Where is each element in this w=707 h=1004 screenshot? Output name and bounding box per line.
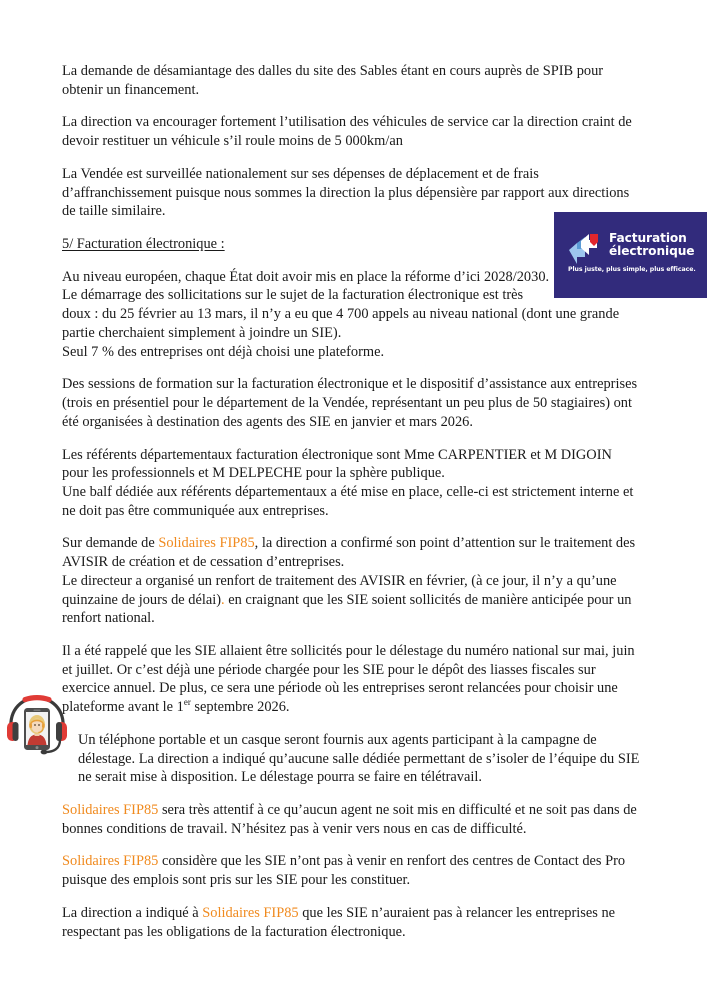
org-solidaires-fip85: Solidaires FIP85: [202, 904, 299, 921]
line-seul-7-pourcent: Seul 7 % des entreprises ont déjà choisi une plateforme.: [62, 343, 385, 360]
org-solidaires-fip85: Solidaires FIP85: [158, 535, 255, 552]
document-body: [62, 62, 640, 955]
logo-content: [568, 232, 694, 266]
line-reforme-2028: Au niveau européen, chaque État doit avoir mis en place la réforme d’ici 2028/2030.: [62, 268, 550, 285]
paragraph-referents-departementaux: [62, 446, 640, 521]
text-direction-indique: La direction a indiqué à: [62, 904, 203, 921]
paragraph-delestage-numero-national: [62, 642, 640, 717]
paragraph-desamiantage: La demande de désamiantage des dalles du site des Sables étant en cours auprès de SPIB pour obtenir un financement.: [62, 63, 604, 98]
line-referents-noms: Les référents départementaux facturation électronique sont Mme CARPENTIER et M DIGOIN: [62, 446, 612, 463]
paragraph-solidaires-considere: [62, 852, 640, 889]
orange-period-mark: .: [221, 591, 225, 608]
ordinal-suffix-er: er: [183, 697, 191, 708]
org-solidaires-fip85: Solidaires FIP85: [62, 802, 159, 818]
logo-title-line1: Facturation: [609, 231, 687, 245]
paragraph-telephone-casque: Un téléphone portable et un casque seront fournis aux agents participant à la campagne de délestage. La direction a indiqué qu’aucune salle dédiée permettant de s’isoler de l’équipe du SIE ne serait mise à disposition. Le délestage pourra se faire en télétravail.: [78, 731, 640, 786]
line-appels-national: doux : du 25 février au 13 mars, il n’y a eu que 4 700 appels au niveau national (dont une grande partie cherchaient simplement à joindre un SIE).: [62, 306, 620, 341]
text-considere-suite: considère que les SIE n’ont pas à venir en renfort des centres de Contact des Pro puisque des emplois sont pris sur les SIE pour les constituer.: [62, 853, 626, 889]
text-obligations-suite: que les SIE n’auraient pas à relancer les entreprises ne respectant pas les obligations de la facturation électronique.: [62, 904, 616, 940]
logo-wordmark: [609, 232, 694, 258]
paragraph-solidaires-attentif: [62, 801, 640, 838]
line-renfort-national: en craignant que les SIE soient sollicités de manière anticipée pour un renfort national.: [62, 591, 632, 627]
logo-title-line2: électronique: [609, 243, 695, 258]
line-renfort-avisir: Le directeur a organisé un renfort de traitement des AVISIR en février, (à ce jour, il n’y a qu’une quinzaine de jours de délai): [62, 572, 617, 608]
paragraph-vendee-depenses: La Vendée est surveillée nationalement sur ses dépenses de déplacement et de frais d’affranchissement puisque nous sommes la direction la plus dépensière par rapport aux directions de taille similaire.: [62, 165, 630, 220]
paragraph-avisir: [62, 534, 640, 628]
paragraph-sessions-formation: Des sessions de formation sur la facturation électronique et le dispositif d’assistance aux entreprises (trois en présentiel pour le département de la Vendée, représentant un peu plus de 50 stagiaires) ont été organisées à destination des agents des SIE en janvier et mars 2026.: [62, 376, 638, 430]
text-avisir-suite: , la direction a confirmé son point d’attention sur le traitement des AVISIR de création et de cessation d’entreprises.: [62, 535, 636, 571]
text-septembre-2026: septembre 2026.: [190, 699, 290, 716]
facturation-electronique-logo: [554, 212, 707, 298]
line-demarrage-sollicitations: Le démarrage des sollicitations sur le sujet de la facturation électronique est très: [62, 287, 524, 304]
facturation-arrow-mark-icon: [568, 233, 602, 266]
line-balf-dediee: Une balf dédiée aux référents départementaux a été mise en place, celle-ci est strictement interne et ne doit pas être communiquée aux entreprises.: [62, 483, 634, 519]
logo-tagline: Plus juste, plus simple, plus efficace.: [568, 266, 696, 273]
text-attentif-suite: sera très attentif à ce qu’aucun agent ne soit mis en difficulté et ne soit pas dans de bonnes conditions de travail. N’hésitez pas à venir vers nous en cas de difficulté.: [62, 802, 637, 837]
line-sphere-publique: pour les professionnels et M DELPECHE pour la sphère publique.: [62, 465, 445, 482]
phone-headset-illustration-icon: [5, 694, 69, 758]
org-solidaires-fip85: Solidaires FIP85: [62, 853, 159, 870]
text-sur-demande-de: Sur demande de: [62, 535, 159, 552]
paragraph-direction-indique: [62, 904, 640, 941]
text-delestage-periode: Il a été rappelé que les SIE allaient être sollicités pour le délestage du numéro national sur mai, juin et juillet. Or c’est déjà une période chargée pour les SIE pour le dépôt des liasses fiscales sur exercice annuel. De plus, ce sera une période où les entreprises seront relancées pour choisir une plateforme avant le 1: [62, 642, 635, 716]
section-heading-5-text: 5/ Facturation électronique :: [62, 236, 225, 253]
paragraph-vehicules-service: La direction va encourager fortement l’utilisation des véhicules de service car la direction craint de devoir restituer un véhicule s’il roule moins de 5 000km/an: [62, 114, 632, 150]
